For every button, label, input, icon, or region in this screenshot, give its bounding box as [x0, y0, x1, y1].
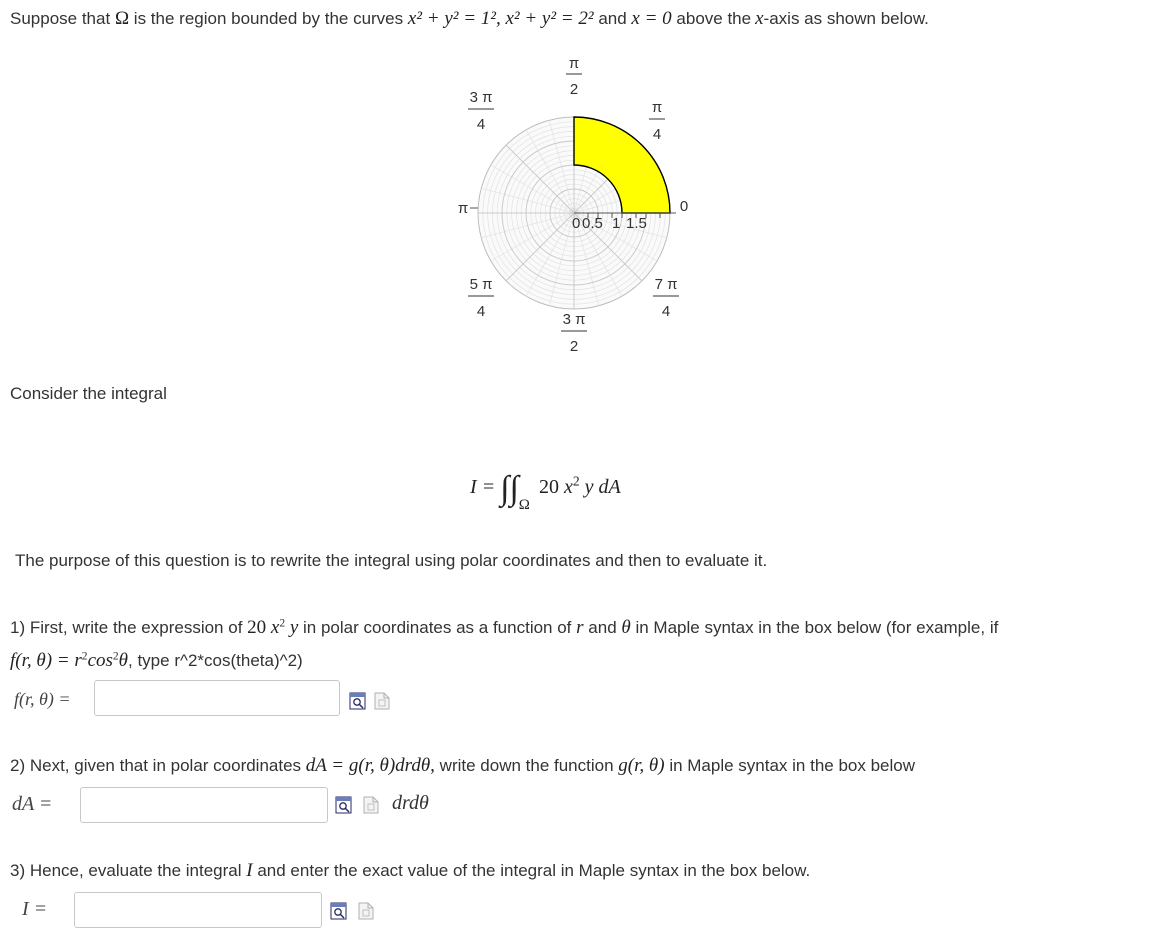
polar-plot: [440, 48, 720, 393]
radial-tick-1.5: 1.5: [626, 215, 647, 232]
radial-tick-0: 0: [572, 215, 581, 232]
q3-label: I =: [22, 898, 48, 920]
label-pi-over-2-den: 2: [569, 81, 579, 98]
maple-help-icon[interactable]: [362, 796, 380, 814]
label-pi-over-2-num: π: [568, 55, 580, 72]
label-3pi-over-4-num: 3 π: [469, 89, 493, 106]
label-pi-over-4-num: π: [651, 99, 663, 116]
label-7pi-over-4-num: 7 π: [654, 276, 678, 293]
purpose-text: The purpose of this question is to rewrite the integral using polar coordinates and then to evaluate it.: [15, 551, 768, 570]
q3-text: 3) Hence, evaluate the integral I and enter the exact value of the integral in Maple syntax in the box below.: [10, 860, 811, 881]
q1-text: 1) First, write the expression of 20 $x^2$ y in polar coordinates as a function of r and θ in Maple syntax in the box below (for example, if: [10, 616, 999, 638]
q2-text: 2) Next, given that in polar coordinates dA = g(r, θ)drdθ, write down the function g(r, θ) in Maple syntax in the box below: [10, 755, 916, 776]
label-3pi-over-2-den: 2: [569, 338, 579, 355]
integral-expression: $I = \int\int_\Omega$ 20 $x^2$ y dA: [470, 470, 621, 513]
consider-text: Consider the integral: [10, 384, 167, 403]
dA-input[interactable]: [80, 787, 328, 823]
label-pi: π: [457, 200, 469, 217]
label-3pi-over-4-den: 4: [476, 116, 486, 133]
q1-label: f(r, θ) =: [14, 689, 71, 709]
q1-example: f(r, $\theta) = r^2\cos^2\theta$, type r^2*cos(theta)^2): [10, 649, 303, 671]
preview-icon[interactable]: [349, 692, 367, 710]
f-r-theta-input[interactable]: [94, 680, 340, 716]
maple-help-icon[interactable]: [357, 902, 375, 920]
drdtheta-suffix: drdθ: [392, 792, 429, 814]
q2-label: dA =: [12, 793, 53, 815]
label-zero: 0: [679, 198, 689, 215]
maple-help-icon[interactable]: [373, 692, 391, 710]
preview-icon[interactable]: [335, 796, 353, 814]
preview-icon[interactable]: [330, 902, 348, 920]
integral-value-input[interactable]: [74, 892, 322, 928]
radial-tick-1: 1: [612, 215, 621, 232]
label-5pi-over-4-den: 4: [476, 303, 486, 320]
radial-tick-0.5: 0.5: [582, 215, 603, 232]
label-7pi-over-4-den: 4: [661, 303, 671, 320]
label-5pi-over-4-num: 5 π: [469, 276, 493, 293]
label-pi-over-4-den: 4: [652, 126, 662, 143]
label-3pi-over-2-num: 3 π: [562, 311, 586, 328]
intro-text: Suppose that Ω is the region bounded by the curves x² + y² = 1², x² + y² = 2² and x = 0 above the x-axis as shown below.: [10, 8, 929, 29]
